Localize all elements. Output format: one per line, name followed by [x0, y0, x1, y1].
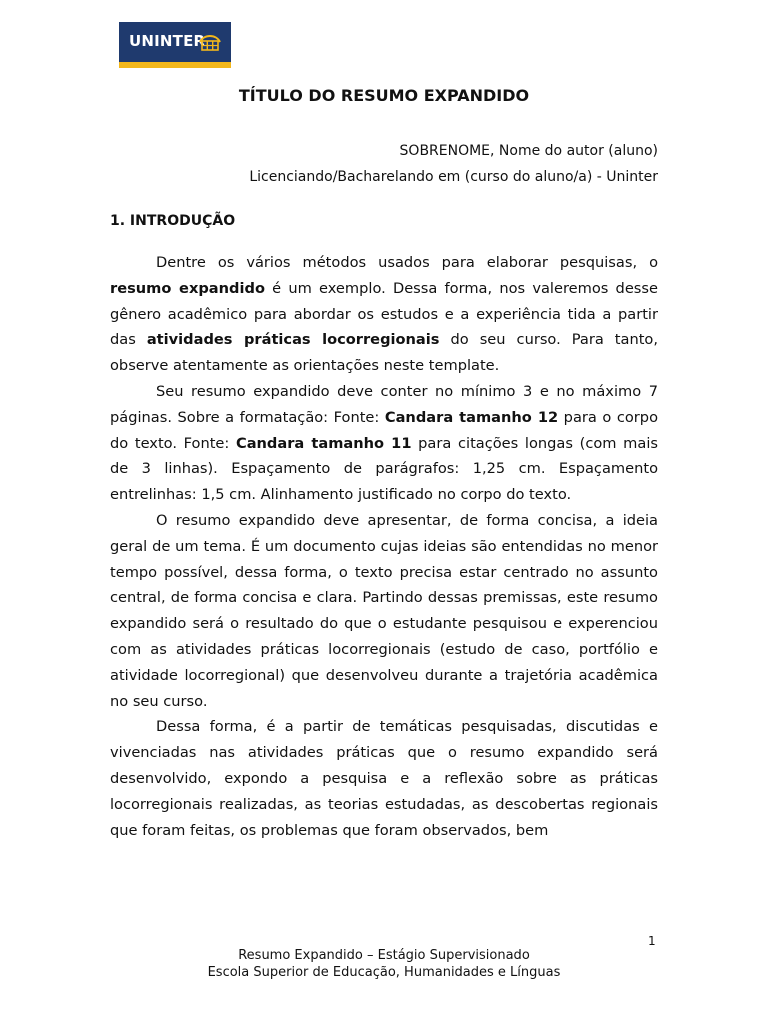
- logo-stripe: [119, 62, 231, 68]
- page-footer: [0, 947, 768, 981]
- paragraph-text: Seu resumo expandido deve conter no mínimo 3 e no máximo 7 páginas. Sobre a formatação: Fonte:: [110, 382, 658, 426]
- paragraph-text: para citações longas (com mais de 3 linhas). Espaçamento de parágrafos: 1,25 cm. Espaçamento entrelinhas: 1,5 cm. Alinhamento justificado no corpo do texto.: [110, 434, 658, 504]
- bold-term: atividades práticas locorregionais: [146, 331, 440, 349]
- author-block: [249, 138, 658, 190]
- document-title: TÍTULO DO RESUMO EXPANDIDO: [238, 86, 530, 105]
- uninter-logo: [119, 22, 231, 69]
- page-number: 1: [648, 934, 656, 948]
- body-text: [110, 250, 658, 843]
- paragraph-3: O resumo expandido deve apresentar, de forma concisa, a ideia geral de um tema. É um documento cujas ideias são entendidas no menor tempo possível, dessa forma, o texto precisa estar centrado no assunto central, de forma concisa e clara. Partindo dessas premissas, este resumo expandido será o resultado do que o estudante pesquisou e experenciou com as atividades práticas locorregionais (estudo de caso, portfólio e atividade locorregional) que desenvolveu durante a trajetória acadêmica no seu curso.: [110, 511, 658, 710]
- author-name: SOBRENOME, Nome do autor (aluno): [399, 143, 658, 159]
- paragraph-text: do seu curso. Para tanto, observe atentamente as orientações neste template.: [110, 331, 658, 375]
- bold-term: Candara tamanho 12: [384, 408, 559, 426]
- uninter-emblem-icon: [198, 32, 222, 52]
- bold-term: Candara tamanho 11: [235, 434, 412, 452]
- author-course: Licenciando/Bacharelando em (curso do aluno/a) - Uninter: [249, 169, 658, 185]
- paragraph-4: Dessa forma, é a partir de temáticas pesquisadas, discutidas e vivenciadas nas atividades práticas que o resumo expandido será desenvolvido, expondo a pesquisa e a reflexão sobre as práticas locorregionais realizadas, as teorias estudadas, as descobertas regionais que foram feitas, os problemas que foram observados, bem: [110, 718, 658, 839]
- paragraph-text: é um exemplo. Dessa forma, nos valeremos desse gênero acadêmico para abordar os estudos e a experiência tida a partir das: [110, 279, 658, 349]
- footer-line-1: Resumo Expandido – Estágio Supervisionado: [238, 948, 530, 963]
- paragraph-text: Dentre os vários métodos usados para elaborar pesquisas, o: [156, 254, 658, 271]
- paragraph-2: [110, 379, 658, 508]
- logo-text: UNINTER: [129, 32, 206, 50]
- paragraph-1: [110, 250, 658, 379]
- paragraph-text: para o corpo do texto. Fonte:: [110, 408, 659, 452]
- footer-line-2: Escola Superior de Educação, Humanidades e Línguas: [207, 965, 561, 980]
- bold-term: resumo expandido: [110, 279, 265, 297]
- section-heading: 1. INTRODUÇÃO: [110, 213, 236, 229]
